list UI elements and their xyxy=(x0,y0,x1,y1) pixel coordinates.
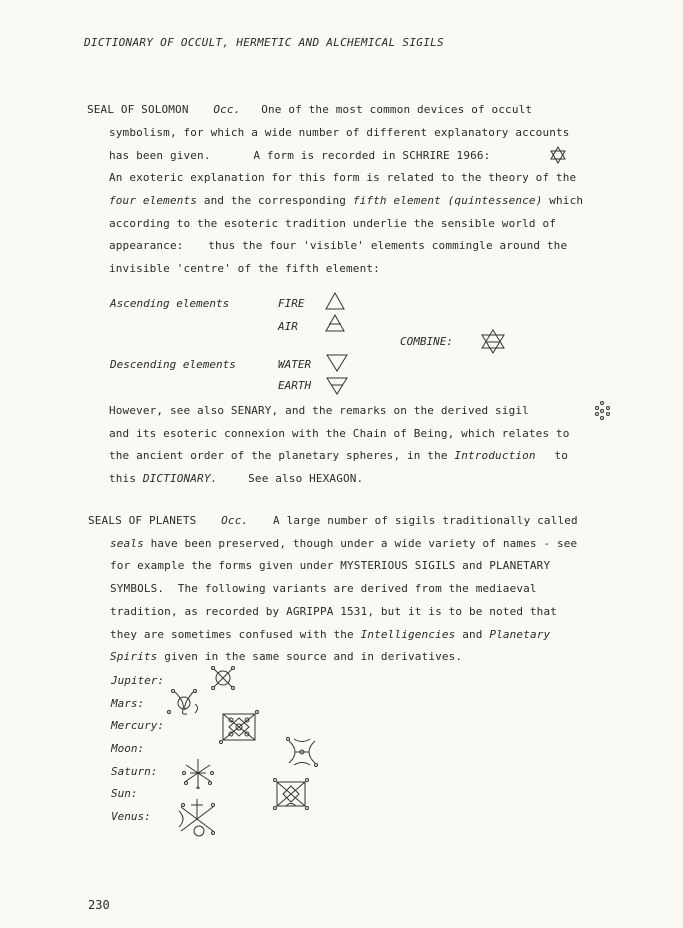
hexagram-icon xyxy=(479,328,507,354)
text-line: tradition, as recorded by AGRIPPA 1531, but it is to be noted that xyxy=(110,605,557,618)
text-line: and xyxy=(462,628,483,641)
text-italic: seals xyxy=(110,537,144,550)
entry-term: SEAL OF SOLOMON xyxy=(87,103,189,116)
text-line: thus the four 'visible' elements commingle around the xyxy=(208,239,568,252)
ascending-label: Ascending elements xyxy=(110,297,230,310)
text-line: have been preserved, though under a wide variety of names - see xyxy=(150,537,578,550)
text-italic: DICTIONARY. xyxy=(142,472,218,485)
text-line: and its esoteric connexion with the Chain of Being, which relates to xyxy=(109,427,570,440)
text-line: symbolism, for which a wide number of different explanatory accounts xyxy=(109,126,570,139)
planet-label-mercury: Mercury: xyxy=(111,719,164,732)
text-italic: Planetary xyxy=(489,628,551,641)
text-line: to xyxy=(554,449,569,462)
entry-term: SEALS OF PLANETS xyxy=(88,514,197,527)
text-line: An exoteric explanation for this form is related to the theory of the xyxy=(109,171,577,184)
text-line: See also HEXAGON. xyxy=(248,472,364,485)
text-line: given in the same source and in derivatives. xyxy=(164,650,463,663)
text-italic: Spirits xyxy=(110,650,158,663)
planet-label-moon: Moon: xyxy=(111,742,145,755)
text-line: However, see also SENARY, and the remarks on the derived sigil xyxy=(109,404,529,417)
mercury-seal-icon xyxy=(219,710,259,744)
text-line: appearance: xyxy=(109,239,184,252)
text-line: A form is recorded in SCHRIRE 1966: xyxy=(253,149,491,162)
descending-label: Descending elements xyxy=(110,358,236,371)
text-line: the ancient order of the planetary spheres, in the xyxy=(109,449,448,462)
combine-label: COMBINE: xyxy=(400,335,453,348)
fire-label: FIRE xyxy=(278,297,305,310)
entry-tag: Occ. xyxy=(221,514,249,527)
text-line: SYMBOLS. The following variants are derived from the mediaeval xyxy=(110,582,537,595)
earth-label: EARTH xyxy=(278,379,312,392)
text-italic: Introduction xyxy=(454,449,536,462)
text-italic: fifth element (quintessence) xyxy=(352,194,543,207)
seal-of-solomon-icon xyxy=(549,146,567,164)
text-line: which xyxy=(549,194,584,207)
sun-seal-icon xyxy=(272,777,310,811)
planet-label-jupiter: Jupiter: xyxy=(111,674,164,687)
text-line: and the corresponding xyxy=(203,194,347,207)
water-label: WATER xyxy=(278,358,312,371)
mars-seal-icon xyxy=(165,688,205,716)
senary-dots-icon xyxy=(594,400,614,420)
saturn-seal-icon xyxy=(180,757,216,789)
venus-seal-icon xyxy=(175,797,219,837)
earth-triangle-icon xyxy=(326,377,348,395)
text-italic: Intelligencies xyxy=(360,628,456,641)
planet-label-saturn: Saturn: xyxy=(111,765,158,778)
running-header: DICTIONARY OF OCCULT, HERMETIC AND ALCHEMICAL SIGILS xyxy=(84,36,444,49)
text-line: has been given. xyxy=(109,149,211,162)
planet-label-mars: Mars: xyxy=(111,697,145,710)
water-triangle-icon xyxy=(326,354,348,372)
fire-triangle-icon xyxy=(325,292,345,310)
air-triangle-icon xyxy=(325,314,345,332)
page-number: 230 xyxy=(88,898,110,912)
text-line: A large number of sigils traditionally called xyxy=(273,514,578,527)
air-label: AIR xyxy=(278,320,298,333)
entry-tag: Occ. xyxy=(213,103,241,116)
planet-label-venus: Venus: xyxy=(111,810,151,823)
text-line: for example the forms given under MYSTERIOUS SIGILS and PLANETARY xyxy=(110,559,551,572)
text-italic: four elements xyxy=(109,194,198,207)
text-line: they are sometimes confused with the xyxy=(110,628,354,641)
planet-label-sun: Sun: xyxy=(111,787,138,800)
jupiter-seal-icon xyxy=(210,666,236,690)
text-line: according to the esoteric tradition underlie the sensible world of xyxy=(109,217,556,230)
moon-seal-icon xyxy=(285,735,319,769)
text-line: invisible 'centre' of the fifth element: xyxy=(109,262,380,275)
text-line: this xyxy=(109,472,137,485)
text-line: One of the most common devices of occult xyxy=(261,103,533,116)
